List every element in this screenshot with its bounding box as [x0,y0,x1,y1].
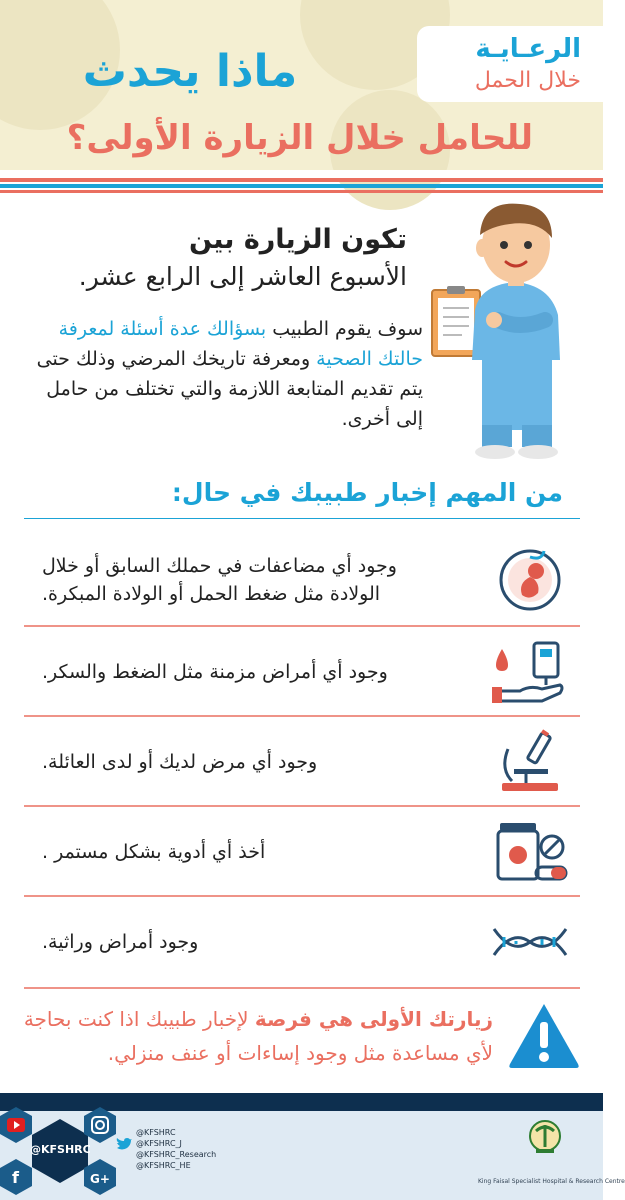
list-item-line: وجود أي مرض لديك أو لدى العائلة. [42,751,318,773]
page-title: ماذا يحدث [82,46,298,97]
list-item-line: وجود أي مضاعفات في حملك السابق أو خلال [42,555,397,577]
list-item-text [42,627,462,717]
stripe-coral [0,178,603,182]
intro-highlight: بسؤالك عدة أسئلة لمعرفة حالتك الصحية [58,318,423,370]
footer [0,1093,625,1200]
list-item [24,897,580,987]
list-item-line: أخذ أي أدوية بشكل مستمر . [42,841,266,863]
instagram-icon[interactable] [91,1116,109,1134]
header-banner [0,0,603,178]
handle-he[interactable]: @KFSHRC_HE [136,1161,191,1170]
list-item [24,535,580,625]
handle-research[interactable]: @KFSHRC_Research [136,1150,217,1159]
handle-instagram[interactable]: @KFSHRC [136,1128,176,1137]
twitter-icon[interactable] [116,1138,132,1151]
intro-text-2: ومعرفة تاريخك المرضي وذلك حتى يتم تقديم المتابعة اللازمة والتي تختلف من حامل إلى أخرى. [36,348,423,430]
intro-subheading: الأسبوع العاشر إلى الرابع عشر. [78,262,407,291]
logo-caption: King Faisal Specialist Hospital & Research Centre [478,1178,625,1185]
list-item-text [42,897,462,987]
list-item [24,717,580,807]
doctor-illustration [420,190,590,470]
medicine-icon [490,819,570,885]
list-item-text [42,807,462,897]
brand-subtitle: خلال الحمل [474,68,581,93]
google-plus-icon[interactable] [89,1170,111,1186]
list-item-line: وجود أمراض وراثية. [42,931,199,953]
list-item-text [42,535,462,625]
social-handle: @KFSHRC [30,1143,91,1156]
fetus-icon [490,547,570,613]
warning-icon [506,1000,582,1070]
svg-text:f: f [12,1168,19,1187]
dna-icon [490,909,570,975]
list-item-line: وجود أي أمراض مزمنة مثل الضغط والسكر. [42,661,388,683]
brand-badge [417,26,603,102]
warning-bold: زيارتك الأولى هي فرصة [254,1007,493,1031]
section-underline [24,518,580,519]
facebook-icon[interactable] [8,1168,24,1186]
blood-test-icon [490,639,570,705]
list-divider [24,987,580,989]
intro-heading: تكون الزيارة بين [188,224,407,255]
list-item [24,807,580,897]
intro-paragraph [23,314,423,434]
svg-text:G+: G+ [90,1172,110,1186]
handle-twitter[interactable]: @KFSHRC_J [136,1139,182,1148]
social-handles-list [136,1127,216,1171]
brand-title: الرعـايـة [475,34,581,64]
warning-text [23,1002,493,1070]
section-heading: من المهم إخبار طبيبك في حال: [171,478,563,507]
page-subtitle: للحامل خلال الزيارة الأولى؟ [66,118,533,158]
youtube-icon[interactable] [7,1118,25,1132]
list-item [24,627,580,717]
list-item-line: الولادة مثل ضغط الحمل أو الولادة المبكرة. [42,583,381,605]
list-item-text [42,717,462,807]
intro-text-1: سوف يقوم الطبيب [266,318,423,340]
hospital-logo [528,1119,562,1157]
warning-rest: لإخبار طبيبك اذا كنت بحاجة لأي مساعدة مثل وجود إساءات أو عنف منزلي. [23,1007,493,1065]
header-divider [0,170,603,178]
stripe-blue [0,184,603,188]
microscope-icon [490,729,570,795]
